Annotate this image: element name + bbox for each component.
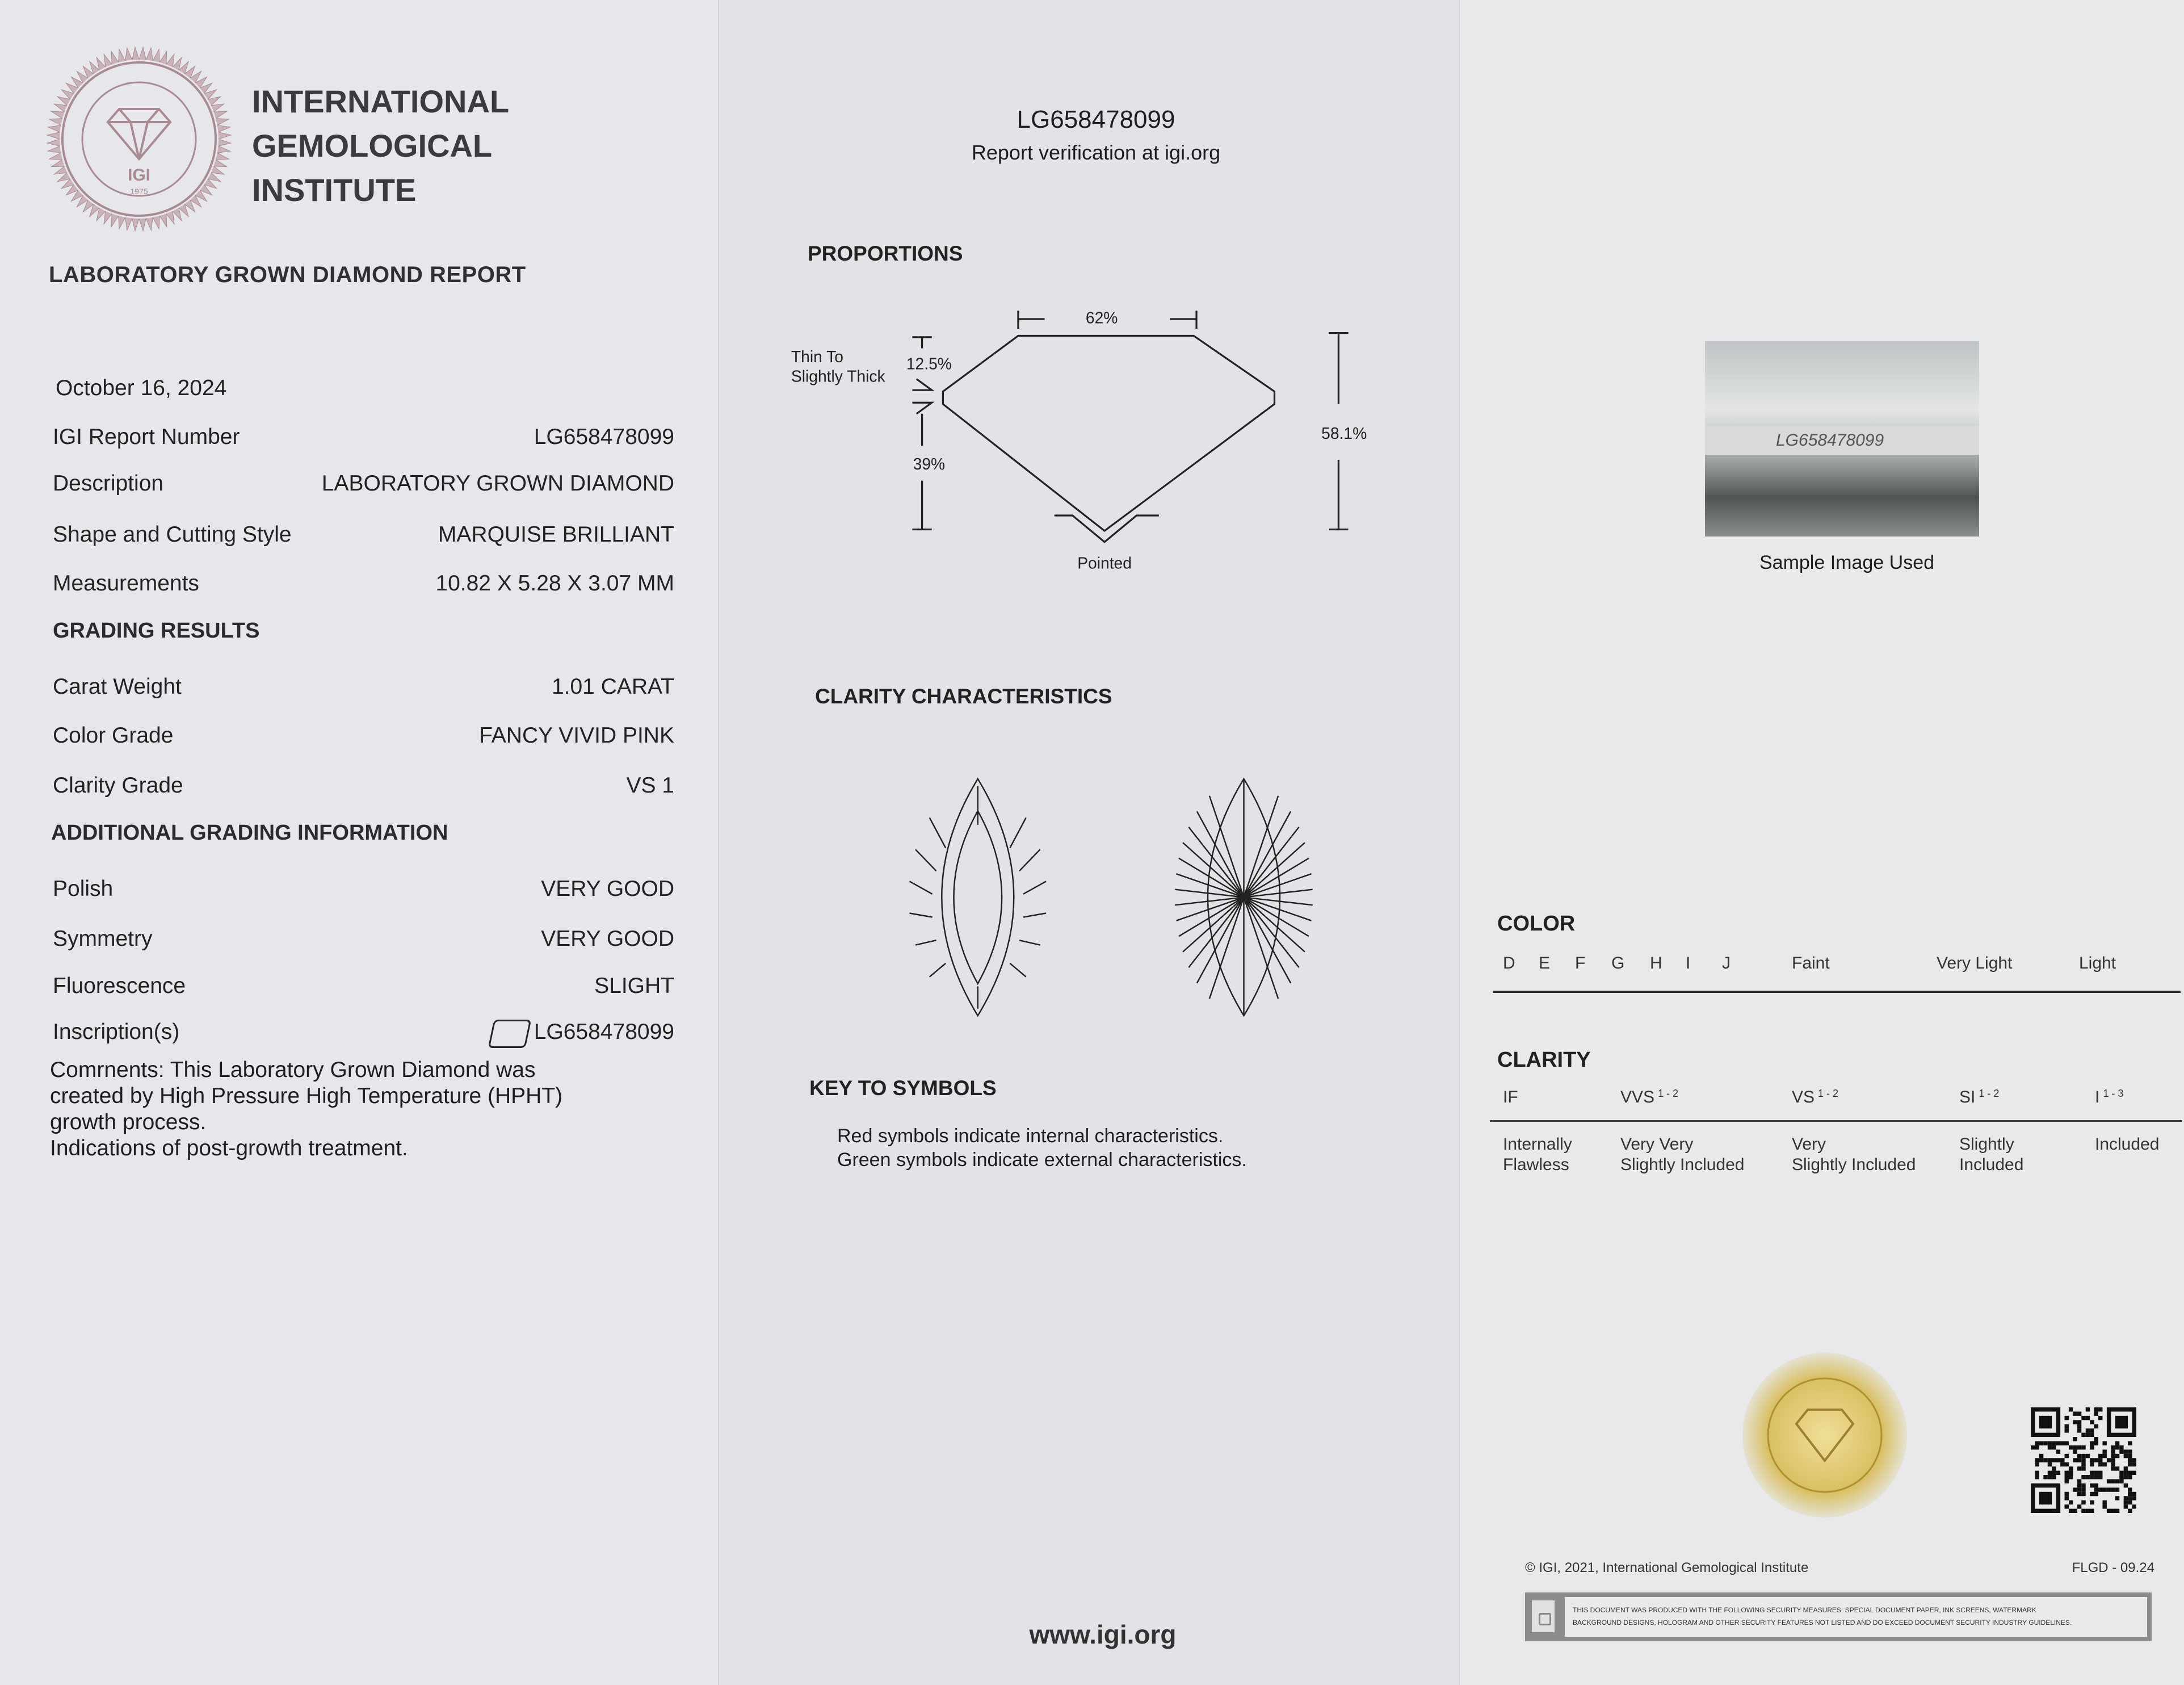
culet-label: Pointed [1077, 554, 1132, 572]
field-value: VERY GOOD [541, 877, 674, 901]
desc-line: Internally [1503, 1135, 1572, 1154]
seal-mark: IGI [127, 166, 151, 185]
additional-grading-heading: ADDITIONAL GRADING INFORMATION [51, 821, 448, 845]
org-line: INTERNATIONAL [252, 83, 510, 119]
proportions-diagram [912, 311, 1348, 542]
desc-line: Included [2095, 1135, 2160, 1154]
clarity-grade [1959, 1088, 1999, 1107]
desc-line: Slightly Included [1792, 1155, 1916, 1174]
field-label: Fluorescence [53, 974, 186, 998]
comment-line: growth process. [50, 1110, 207, 1134]
grade-label: VVS [1620, 1088, 1655, 1106]
field-value: 1.01 CARAT [551, 674, 674, 699]
grading-results-heading: GRADING RESULTS [53, 619, 260, 643]
field-label: Carat Weight [53, 674, 182, 699]
field-label: Shape and Cutting Style [53, 522, 292, 547]
field-label: Inscription(s) [53, 1020, 180, 1044]
key-to-symbols-heading: KEY TO SYMBOLS [809, 1076, 997, 1100]
color-grade: Light [2079, 954, 2116, 973]
grade-range: 1 - 2 [1658, 1088, 1679, 1099]
crown-percent: 12.5% [906, 354, 952, 373]
field-label: Description [53, 471, 164, 496]
field-label: Measurements [53, 571, 199, 596]
comment-line: Comrnents: This Laboratory Grown Diamond was [50, 1058, 536, 1082]
marquise-facets [910, 786, 1046, 1009]
field-label: Color Grade [53, 723, 174, 748]
report-number-header: LG658478099 [1017, 106, 1175, 133]
field-value: VERY GOOD [541, 927, 674, 951]
security-line: BACKGROUND DESIGNS, HOLOGRAM AND OTHER SECURITY FEATURES NOT LISTED AND DO EXCEED DOCUMENT SECURITY INDUSTRY GUIDELINES. [1573, 1619, 2072, 1627]
color-scale-divider [1493, 991, 2181, 993]
website-link[interactable]: www.igi.org [1029, 1620, 1177, 1649]
key-line: Green symbols indicate external characteristics. [837, 1149, 1247, 1171]
sample-inscription-text: LG658478099 [1776, 431, 1884, 450]
grade-range: 1 - 2 [1818, 1088, 1839, 1099]
org-line: GEMOLOGICAL [252, 128, 493, 164]
color-grade: E [1539, 954, 1551, 973]
report-title: LABORATORY GROWN DIAMOND REPORT [49, 262, 526, 287]
marquise-table [954, 811, 1002, 983]
color-grade: G [1611, 954, 1625, 973]
key-line: Red symbols indicate internal characteristics. [837, 1125, 1224, 1147]
color-grade: H [1650, 954, 1662, 973]
grade-range: 1 - 3 [2103, 1088, 2124, 1099]
field-label: IGI Report Number [53, 425, 240, 449]
field-value: FANCY VIVID PINK [479, 723, 674, 748]
grade-label: IF [1503, 1088, 1518, 1106]
color-grade: F [1575, 954, 1586, 973]
color-grade: I [1686, 954, 1691, 973]
desc-line: Included [1959, 1155, 2024, 1174]
pavilion-percent: 39% [913, 455, 946, 473]
girdle-label: Thin To [791, 347, 843, 366]
clarity-description [2095, 1134, 2159, 1155]
field-value: 10.82 X 5.28 X 3.07 MM [435, 571, 674, 596]
clarity-scale-divider [1490, 1120, 2182, 1122]
clarity-characteristics-heading: CLARITY CHARACTERISTICS [815, 685, 1112, 708]
clarity-heading: CLARITY [1497, 1048, 1591, 1072]
marquise-star-facets [1175, 779, 1312, 1016]
grade-label: I [2095, 1088, 2100, 1106]
marquise-crown-view [910, 779, 1046, 1016]
color-grade: J [1722, 954, 1731, 973]
org-line: INSTITUTE [252, 172, 417, 208]
seal-year: 1975 [130, 187, 148, 196]
security-line: THIS DOCUMENT WAS PRODUCED WITH THE FOLLOWING SECURITY MEASURES: SPECIAL DOCUMENT PAPER, INK SCREENS, WATERMARK [1573, 1606, 2036, 1614]
document-lock-icon [1532, 1600, 1555, 1632]
color-grade: D [1503, 954, 1515, 973]
clarity-grade [2095, 1088, 2123, 1107]
qr-code[interactable] [2031, 1407, 2136, 1513]
hologram-seal [1740, 1350, 1910, 1520]
report-date: October 16, 2024 [56, 376, 227, 400]
grade-label: SI [1959, 1088, 1976, 1106]
clarity-grade [1792, 1088, 1838, 1107]
field-value: LABORATORY GROWN DIAMOND [321, 471, 674, 496]
field-value: LG658478099 [534, 425, 674, 449]
diamond-profile [943, 336, 1274, 531]
clarity-grade [1503, 1088, 1522, 1107]
clarity-description [1620, 1134, 1744, 1175]
sample-image-caption: Sample Image Used [1759, 552, 1935, 573]
copyright: © IGI, 2021, International Gemological Institute [1525, 1560, 1809, 1575]
clarity-description [1792, 1134, 1916, 1175]
clarity-grade [1620, 1088, 1678, 1107]
desc-line: Flawless [1503, 1155, 1569, 1174]
girdle-label: Slightly Thick [791, 367, 885, 385]
field-label: Polish [53, 877, 114, 901]
desc-line: Very Very [1620, 1135, 1694, 1154]
sample-inscription-image [1705, 341, 1979, 536]
desc-line: Slightly [1959, 1135, 2014, 1154]
desc-line: Very [1792, 1135, 1826, 1154]
color-grade: Very Light [1937, 954, 2013, 973]
security-notice [1525, 1592, 2152, 1641]
clarity-description [1503, 1134, 1572, 1175]
field-value: VS 1 [626, 773, 674, 798]
verification-note: Report verification at igi.org [971, 141, 1221, 164]
igi-inscription-logo-icon [488, 1020, 532, 1048]
desc-line: Slightly Included [1620, 1155, 1745, 1174]
marquise-pavilion-view [1175, 779, 1312, 1016]
grade-label: VS [1792, 1088, 1815, 1106]
form-code: FLGD - 09.24 [2072, 1560, 2154, 1575]
field-label: Symmetry [53, 927, 153, 951]
field-value: MARQUISE BRILLIANT [438, 522, 674, 547]
proportions-heading: PROPORTIONS [808, 242, 963, 265]
grade-range: 1 - 2 [1979, 1088, 2000, 1099]
total-depth-percent: 58.1% [1321, 424, 1367, 443]
field-label: Clarity Grade [53, 773, 183, 798]
comment-line: Indications of post-growth treatment. [50, 1136, 408, 1160]
field-value: LG658478099 [534, 1020, 674, 1044]
color-grade: Faint [1792, 954, 1830, 973]
table-percent: 62% [1085, 308, 1118, 327]
color-heading: COLOR [1497, 912, 1576, 936]
field-value: SLIGHT [594, 974, 674, 998]
clarity-description [1959, 1134, 2023, 1175]
comment-line: created by High Pressure High Temperature (HPHT) [50, 1084, 563, 1108]
